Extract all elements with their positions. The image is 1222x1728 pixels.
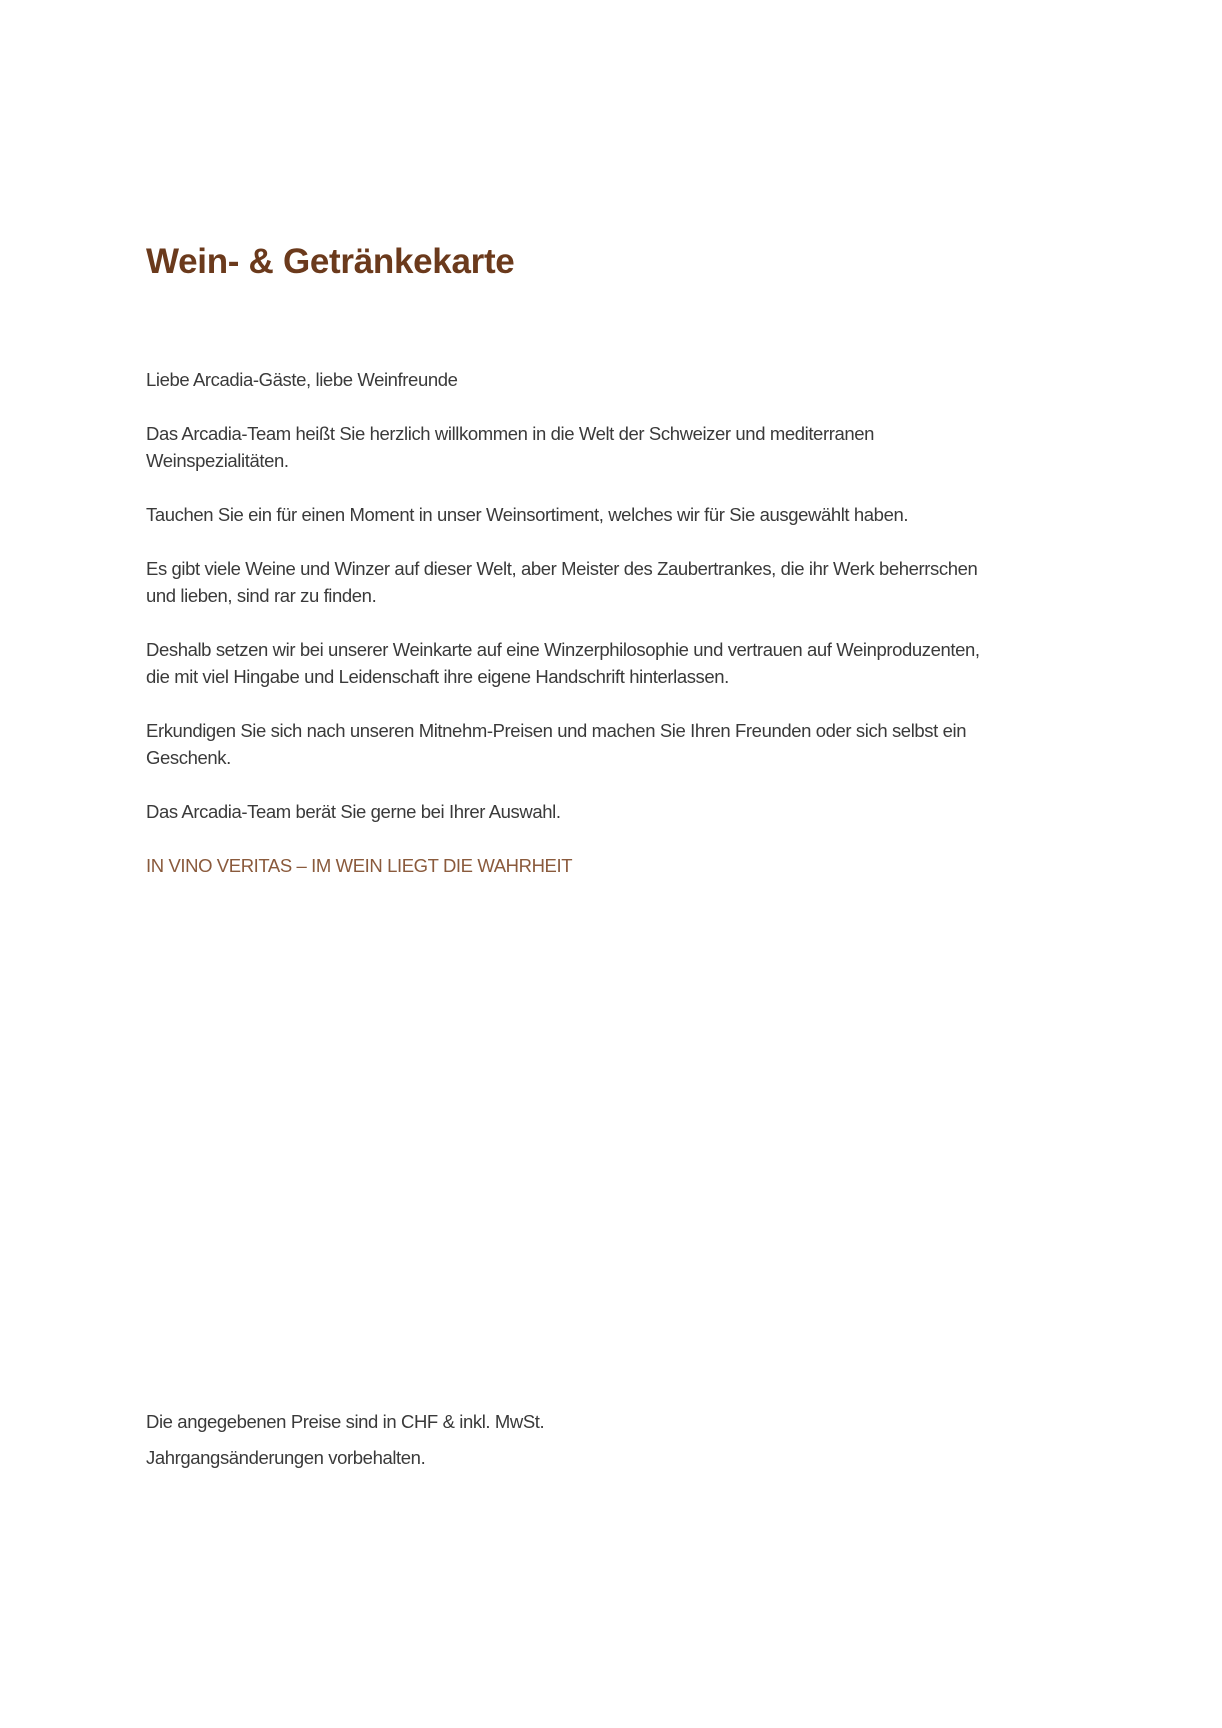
- vintage-note: Jahrgangsänderungen vorbehalten.: [146, 1447, 426, 1468]
- winemakers-paragraph: Es gibt viele Weine und Winzer auf dieser Welt, aber Meister des Zaubertrankes, die ihr Werk beherrschen und lieben, sind rar zu finden.: [146, 558, 978, 606]
- assortment-paragraph: Tauchen Sie ein für einen Moment in unser Weinsortiment, welches wir für Sie ausgewählt haben.: [146, 504, 909, 525]
- motto-line: IN VINO VERITAS – IM WEIN LIEGT DIE WAHRHEIT: [146, 855, 573, 876]
- takeaway-prices-paragraph: Erkundigen Sie sich nach unseren Mitnehm-Preisen und machen Sie Ihren Freunden oder sich selbst ein Geschenk.: [146, 720, 967, 768]
- intro-text: [146, 366, 1006, 906]
- advice-paragraph: Das Arcadia-Team berät Sie gerne bei Ihrer Auswahl.: [146, 801, 561, 822]
- philosophy-paragraph: Deshalb setzen wir bei unserer Weinkarte auf eine Winzerphilosophie und vertrauen auf Weinproduzenten, die mit viel Hingabe und Leidenschaft ihre eigene Handschrift hinterlassen.: [146, 639, 980, 687]
- price-note: Die angegebenen Preise sind in CHF & inkl. MwSt.: [146, 1411, 545, 1432]
- welcome-paragraph: Das Arcadia-Team heißt Sie herzlich willkommen in die Welt der Schweizer und mediterranen Weinspezialitäten.: [146, 423, 875, 471]
- page-title: Wein- & Getränkekarte: [146, 242, 515, 281]
- greeting-paragraph: Liebe Arcadia-Gäste, liebe Weinfreunde: [146, 369, 458, 390]
- footer-notes: [146, 1404, 544, 1476]
